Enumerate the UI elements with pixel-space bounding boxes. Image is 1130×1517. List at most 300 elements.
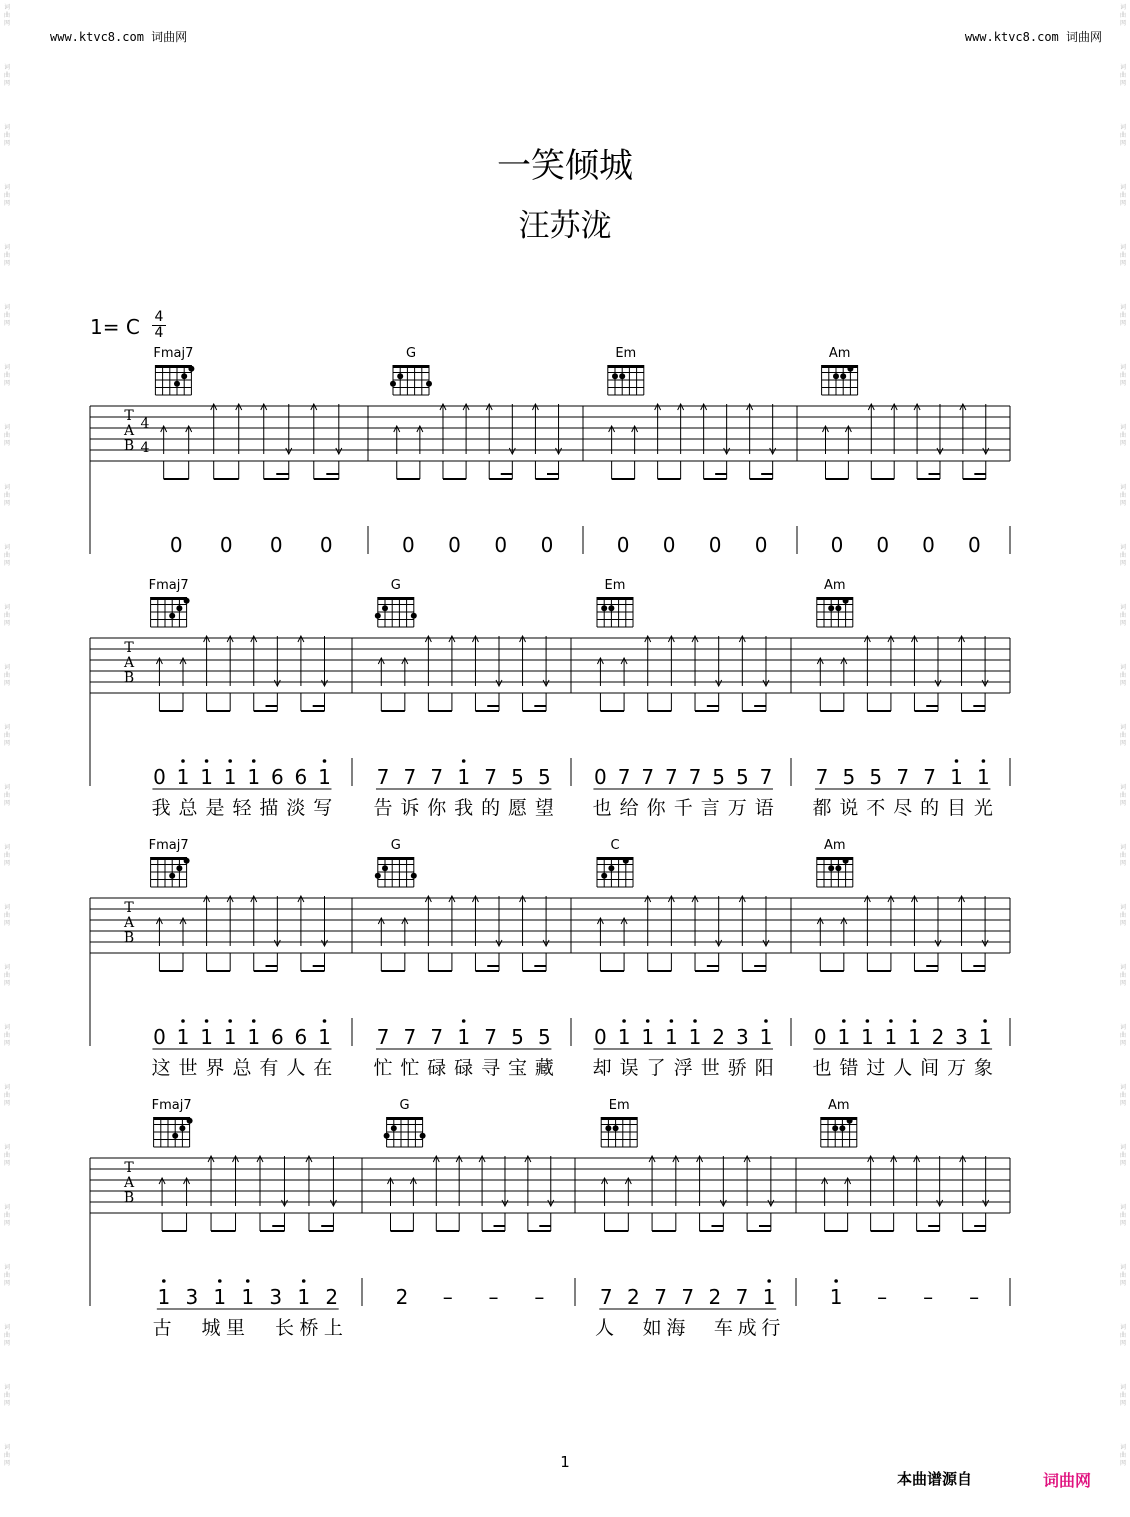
jianpu-note: 0 — [754, 533, 768, 557]
jianpu-note: – — [488, 1285, 499, 1309]
jianpu-note: 1 — [200, 765, 213, 789]
jianpu-note: 1 — [247, 1025, 261, 1049]
jianpu-note: 0 — [269, 533, 283, 557]
lyric-character: 如 — [642, 1317, 662, 1339]
side-watermark-text: 词 曲 网 — [1119, 1144, 1126, 1167]
jianpu-high-octave-dot — [955, 759, 959, 763]
jianpu-note: 7 — [665, 765, 678, 789]
lyric-character: 上 — [323, 1317, 343, 1339]
lyric-character: 骄 — [727, 1057, 747, 1079]
jianpu-note: 7 — [654, 1285, 667, 1309]
side-watermark-text: 词 曲 网 — [3, 1084, 10, 1107]
jianpu-note: 0 — [494, 533, 508, 557]
chord-finger-dot — [176, 605, 182, 611]
jianpu-high-octave-dot — [228, 759, 232, 763]
lyric-character: 你 — [646, 797, 666, 819]
lyric-character: 世 — [178, 1057, 198, 1079]
lyric-character: 万 — [727, 797, 747, 819]
chord-finger-dot — [605, 1125, 611, 1131]
lyric-character: 尽 — [893, 797, 913, 819]
tab-clef-letter: T — [124, 900, 134, 916]
jianpu-note: 2 — [325, 1285, 339, 1309]
jianpu-note: 0 — [401, 533, 415, 557]
jianpu-note: 1 — [213, 1285, 227, 1309]
tab-clef-letter: B — [123, 670, 135, 686]
lyric-character: 也 — [592, 797, 612, 819]
jianpu-note: 1 — [318, 1025, 331, 1049]
side-watermark-text: 词 曲 网 — [1119, 1444, 1126, 1467]
chord-finger-dot — [391, 1125, 397, 1131]
side-watermark-text: 词 曲 网 — [3, 904, 10, 927]
lyric-character: 里 — [226, 1317, 246, 1339]
jianpu-note: 1 — [200, 1025, 213, 1049]
side-watermark-text: 词 曲 网 — [3, 1324, 10, 1347]
jianpu-note: 0 — [540, 533, 554, 557]
jianpu-note: – — [923, 1285, 934, 1309]
side-watermark-text: 词 曲 网 — [1119, 1384, 1126, 1407]
song-title: 一笑倾城 — [497, 146, 633, 186]
jianpu-note: 7 — [403, 765, 417, 789]
jianpu-note: 0 — [169, 533, 183, 557]
chord-finger-dot — [623, 858, 629, 864]
chord-finger-dot — [828, 865, 834, 871]
side-watermark-text: 词 曲 网 — [1119, 784, 1126, 807]
side-watermark-text: 词 曲 网 — [1119, 724, 1126, 747]
lyric-character: 藏 — [534, 1057, 554, 1079]
jianpu-note: 0 — [662, 533, 676, 557]
jianpu-note: 2 — [708, 1285, 722, 1309]
chord-finger-dot — [835, 865, 841, 871]
jianpu-high-octave-dot — [228, 1019, 232, 1023]
chord-finger-dot — [843, 598, 849, 604]
side-watermark-text: 词 曲 网 — [1119, 184, 1126, 207]
lyric-character: 你 — [427, 797, 447, 819]
side-watermark-text: 词 曲 网 — [3, 64, 10, 87]
lyric-character: 海 — [666, 1317, 686, 1339]
chord-finger-dot — [832, 1125, 838, 1131]
jianpu-note: 2 — [931, 1025, 945, 1049]
chord-finger-dot — [179, 1125, 185, 1131]
jianpu-high-octave-dot — [622, 1019, 626, 1023]
jianpu-note: 0 — [813, 1025, 827, 1049]
jianpu-note: 1 — [241, 1285, 255, 1309]
jianpu-high-octave-dot — [866, 1019, 870, 1023]
chord-name: Em — [615, 346, 637, 361]
jianpu-note: 7 — [681, 1285, 695, 1309]
jianpu-note: 1 — [837, 1025, 851, 1049]
tab-clef-letter: B — [123, 438, 135, 454]
jianpu-note: 7 — [376, 1025, 390, 1049]
lyric-character: 车 — [713, 1317, 733, 1339]
jianpu-note: 7 — [759, 765, 773, 789]
chord-finger-dot — [184, 598, 190, 604]
page-number: 1 — [560, 1453, 570, 1471]
chord-name: Fmaj7 — [148, 578, 189, 593]
jianpu-high-octave-dot — [842, 1019, 846, 1023]
jianpu-note: – — [877, 1285, 888, 1309]
chord-finger-dot — [608, 865, 614, 871]
jianpu-high-octave-dot — [181, 759, 185, 763]
lyric-character: 错 — [839, 1057, 859, 1079]
lyric-character: 望 — [534, 797, 554, 819]
jianpu-note: 1 — [641, 1025, 655, 1049]
jianpu-note: 0 — [616, 533, 630, 557]
jianpu-note: 2 — [712, 1025, 726, 1049]
chord-finger-dot — [840, 373, 846, 379]
chord-finger-dot — [613, 1125, 619, 1131]
chord-finger-dot — [601, 873, 607, 879]
chord-finger-dot — [839, 1125, 845, 1131]
jianpu-note: 1 — [688, 1025, 702, 1049]
lyric-character: 过 — [866, 1057, 886, 1079]
lyric-character: 万 — [946, 1057, 967, 1079]
lyric-character: 却 — [592, 1057, 612, 1079]
side-watermark-text: 词 曲 网 — [3, 484, 10, 507]
jianpu-note: 3 — [185, 1285, 199, 1309]
jianpu-note: 7 — [430, 1025, 444, 1049]
jianpu-high-octave-dot — [323, 1019, 327, 1023]
lyric-character: 千 — [673, 797, 693, 819]
chord-nut — [155, 365, 191, 368]
jianpu-note: 0 — [153, 765, 166, 789]
jianpu-note: 1 — [176, 1025, 190, 1049]
side-watermark-text: 词 曲 网 — [3, 1204, 10, 1227]
lyric-character: 都 — [812, 797, 832, 819]
chord-finger-dot — [375, 613, 381, 619]
chord-finger-dot — [181, 373, 187, 379]
footer-brand: 词曲网 — [1043, 1471, 1092, 1490]
chord-name: Em — [608, 1098, 630, 1113]
jianpu-note: 3 — [955, 1025, 968, 1049]
side-watermark-text: 词 曲 网 — [1119, 1024, 1126, 1047]
jianpu-high-octave-dot — [670, 1019, 674, 1023]
lyric-character: 的 — [481, 797, 501, 819]
side-watermark-text: 词 曲 网 — [3, 244, 10, 267]
jianpu-note: 7 — [815, 765, 829, 789]
chord-finger-dot — [847, 366, 853, 372]
lyric-character: 城 — [201, 1317, 221, 1339]
chord-name: C — [610, 838, 620, 853]
jianpu-note: 0 — [967, 533, 981, 557]
chord-finger-dot — [411, 613, 417, 619]
lyric-character: 描 — [259, 797, 279, 819]
lyric-character: 愿 — [507, 797, 528, 819]
lyric-character: 人 — [893, 1057, 913, 1079]
side-watermark-text: 词 曲 网 — [1119, 124, 1126, 147]
jianpu-note: 7 — [641, 765, 655, 789]
jianpu-note: 0 — [594, 1025, 607, 1049]
lyric-character: 不 — [866, 797, 886, 819]
jianpu-note: 5 — [538, 1025, 551, 1049]
chord-finger-dot — [608, 605, 614, 611]
chord-finger-dot — [397, 373, 403, 379]
lyric-character: 长 — [274, 1317, 294, 1339]
lyric-character: 语 — [754, 797, 774, 819]
lyric-character: 是 — [205, 797, 225, 819]
jianpu-note: 0 — [594, 765, 607, 789]
side-watermark-text: 词 曲 网 — [3, 964, 10, 987]
jianpu-note: 1 — [829, 1285, 843, 1309]
lyric-character: 总 — [232, 1057, 252, 1079]
lyric-character: 了 — [646, 1057, 666, 1079]
jianpu-note: 7 — [896, 765, 910, 789]
tab-clef-letter: B — [123, 1190, 135, 1206]
chord-finger-dot — [375, 873, 381, 879]
chord-finger-dot — [619, 373, 625, 379]
jianpu-high-octave-dot — [764, 1019, 768, 1023]
lyric-character: 人 — [595, 1317, 615, 1339]
chord-finger-dot — [176, 865, 182, 871]
side-watermark-text: 词 曲 网 — [1119, 964, 1126, 987]
tab-clef-letter: T — [124, 640, 134, 656]
jianpu-note: 1 — [223, 765, 237, 789]
side-watermark-text: 词 曲 网 — [3, 184, 10, 207]
side-watermark-text: 词 曲 网 — [3, 1264, 10, 1287]
jianpu-note: 7 — [735, 1285, 749, 1309]
chord-nut — [601, 1117, 637, 1120]
side-watermark-text: 词 曲 网 — [1119, 1204, 1126, 1227]
jianpu-note: 5 — [842, 765, 856, 789]
side-watermark-text: 词 曲 网 — [1119, 544, 1126, 567]
lyric-character: 言 — [700, 797, 720, 819]
jianpu-note: 6 — [294, 1025, 308, 1049]
jianpu-high-octave-dot — [913, 1019, 917, 1023]
jianpu-note: 0 — [219, 533, 233, 557]
jianpu-note: 6 — [270, 1025, 284, 1049]
jianpu-note: 0 — [448, 533, 461, 557]
chord-finger-dot — [420, 1133, 426, 1139]
side-watermark-text: 词 曲 网 — [1119, 484, 1126, 507]
lyric-character: 象 — [973, 1057, 993, 1079]
side-watermark-text: 词 曲 网 — [1119, 1084, 1126, 1107]
jianpu-note: 1 — [617, 1025, 631, 1049]
chord-name: Am — [824, 838, 846, 853]
chord-finger-dot — [382, 605, 388, 611]
jianpu-high-octave-dot — [252, 759, 256, 763]
jianpu-high-octave-dot — [162, 1279, 166, 1283]
jianpu-note: 0 — [876, 533, 890, 557]
lyric-character: 目 — [946, 797, 967, 819]
jianpu-note: 7 — [923, 765, 936, 789]
chord-finger-dot — [828, 605, 834, 611]
key-signature: 1= C — [90, 315, 140, 339]
side-watermark-text: 词 曲 网 — [3, 364, 10, 387]
jianpu-note: 1 — [978, 1025, 992, 1049]
chord-finger-dot — [601, 605, 607, 611]
lyric-character: 在 — [313, 1057, 333, 1079]
chord-finger-dot — [382, 865, 388, 871]
tab-clef-letter: B — [123, 930, 135, 946]
jianpu-note: 7 — [484, 1025, 497, 1049]
chord-nut — [154, 1117, 190, 1120]
side-watermark-text: 词 曲 网 — [1119, 4, 1126, 27]
chord-finger-dot — [390, 381, 396, 387]
jianpu-note: 1 — [884, 1025, 898, 1049]
chord-finger-dot — [843, 858, 849, 864]
jianpu-high-octave-dot — [889, 1019, 893, 1023]
side-watermark-text: 词 曲 网 — [3, 124, 10, 147]
lyric-character: 的 — [920, 797, 940, 819]
jianpu-note: 1 — [665, 1025, 678, 1049]
lyric-character: 人 — [286, 1057, 306, 1079]
side-watermark-text: 词 曲 网 — [3, 844, 10, 867]
chord-nut — [608, 365, 644, 368]
jianpu-high-octave-dot — [205, 759, 209, 763]
jianpu-note: 7 — [484, 765, 497, 789]
jianpu-high-octave-dot — [246, 1279, 250, 1283]
song-artist: 汪苏泷 — [518, 208, 612, 244]
chord-finger-dot — [411, 873, 417, 879]
side-watermark-text: 词 曲 网 — [3, 304, 10, 327]
chord-name: Em — [604, 578, 626, 593]
side-watermark-text: 词 曲 网 — [1119, 1264, 1126, 1287]
lyric-character: 成 — [737, 1317, 757, 1339]
jianpu-note: 1 — [247, 765, 261, 789]
lyric-character: 忙 — [400, 1057, 420, 1079]
side-watermark-text: 词 曲 网 — [1119, 304, 1126, 327]
jianpu-note: 6 — [270, 765, 284, 789]
jianpu-note: 0 — [922, 533, 935, 557]
lyric-character: 诉 — [400, 797, 420, 819]
chord-name: Am — [824, 578, 846, 593]
lyric-character: 碌 — [427, 1057, 447, 1079]
jianpu-note: 5 — [869, 765, 883, 789]
time-signature-bottom: 4 — [154, 325, 164, 341]
lyric-character: 阳 — [754, 1057, 774, 1079]
tab-clef-letter: A — [123, 915, 135, 931]
lyric-character: 轻 — [232, 797, 252, 819]
jianpu-high-octave-dot — [302, 1279, 306, 1283]
jianpu-high-octave-dot — [982, 759, 986, 763]
chord-nut — [151, 857, 187, 860]
side-watermark-text: 词 曲 网 — [1119, 604, 1126, 627]
chord-finger-dot — [169, 873, 175, 879]
chord-name: Am — [828, 1098, 850, 1113]
jianpu-note: 0 — [708, 533, 722, 557]
lyric-character: 界 — [205, 1057, 225, 1079]
side-watermark-text: 词 曲 网 — [3, 424, 10, 447]
jianpu-note: 3 — [269, 1285, 283, 1309]
chord-finger-dot — [833, 373, 839, 379]
lyric-character: 写 — [313, 797, 333, 819]
side-watermark-text: 词 曲 网 — [1119, 844, 1126, 867]
lyric-character: 给 — [619, 797, 639, 819]
jianpu-note: 1 — [861, 1025, 874, 1049]
jianpu-note: 1 — [977, 765, 990, 789]
tab-clef-letter: A — [123, 655, 135, 671]
lyric-character: 我 — [151, 797, 171, 819]
lyric-character: 淡 — [286, 797, 306, 819]
lyric-character: 也 — [812, 1057, 832, 1079]
jianpu-note: 5 — [735, 765, 749, 789]
chord-nut — [151, 597, 187, 600]
lyric-character: 误 — [619, 1057, 639, 1079]
lyric-character: 浮 — [673, 1057, 693, 1079]
jianpu-high-octave-dot — [462, 1019, 466, 1023]
jianpu-note: 7 — [688, 765, 702, 789]
chord-name: G — [405, 346, 417, 361]
chord-nut — [378, 857, 414, 860]
lyric-character: 说 — [839, 797, 859, 819]
jianpu-note: 7 — [403, 1025, 417, 1049]
lyric-character: 告 — [373, 797, 393, 819]
lyric-character: 世 — [700, 1057, 720, 1079]
jianpu-note: 1 — [457, 765, 471, 789]
chord-finger-dot — [169, 613, 175, 619]
jianpu-high-octave-dot — [693, 1019, 697, 1023]
lyric-character: 古 — [152, 1317, 172, 1339]
side-watermark-text: 词 曲 网 — [3, 544, 10, 567]
side-watermark-text: 词 曲 网 — [3, 1144, 10, 1167]
side-watermark-text: 词 曲 网 — [3, 784, 10, 807]
chord-name: G — [399, 1098, 410, 1113]
jianpu-note: 0 — [830, 533, 844, 557]
side-watermark-text: 词 曲 网 — [1119, 64, 1126, 87]
jianpu-note: 5 — [511, 1025, 524, 1049]
jianpu-note: – — [969, 1285, 980, 1309]
tab-time-signature-bottom: 4 — [140, 440, 150, 456]
jianpu-high-octave-dot — [252, 1019, 256, 1023]
side-watermark-text: 词 曲 网 — [1119, 664, 1126, 687]
chord-finger-dot — [384, 1133, 390, 1139]
chord-name: Am — [828, 346, 851, 361]
chord-finger-dot — [184, 858, 190, 864]
lyric-character: 桥 — [299, 1317, 319, 1339]
lyric-character: 忙 — [373, 1057, 393, 1079]
lyric-character: 宝 — [507, 1057, 528, 1079]
side-watermark-text: 词 曲 网 — [3, 1024, 10, 1047]
chord-finger-dot — [187, 1118, 193, 1124]
lyric-character: 碌 — [454, 1057, 474, 1079]
chord-nut — [378, 597, 414, 600]
jianpu-note: 7 — [430, 765, 444, 789]
chord-finger-dot — [847, 1118, 853, 1124]
side-watermark-text: 词 曲 网 — [3, 724, 10, 747]
side-watermark-text: 词 曲 网 — [1119, 244, 1126, 267]
header-right-watermark: www.ktvc8.com 词曲网 — [964, 30, 1102, 44]
jianpu-high-octave-dot — [205, 1019, 209, 1023]
side-watermark-text: 词 曲 网 — [3, 664, 10, 687]
chord-nut — [597, 597, 633, 600]
jianpu-note: 5 — [511, 765, 524, 789]
lyric-character: 我 — [454, 797, 474, 819]
jianpu-note: 1 — [223, 1025, 237, 1049]
chord-name: G — [390, 578, 401, 593]
lyric-character: 这 — [151, 1057, 171, 1079]
jianpu-high-octave-dot — [767, 1279, 771, 1283]
jianpu-note: 6 — [294, 765, 308, 789]
tab-clef-letter: A — [123, 1175, 135, 1191]
tab-clef-letter: T — [124, 1160, 134, 1176]
jianpu-note: 7 — [617, 765, 631, 789]
chord-name: G — [390, 838, 401, 853]
jianpu-note: 5 — [712, 765, 726, 789]
lyric-character: 间 — [920, 1057, 940, 1079]
chord-name: Fmaj7 — [148, 838, 189, 853]
chord-finger-dot — [174, 381, 180, 387]
jianpu-note: 1 — [759, 1025, 773, 1049]
jianpu-note: 1 — [762, 1285, 776, 1309]
jianpu-note: 1 — [950, 765, 963, 789]
jianpu-note: 1 — [297, 1285, 311, 1309]
side-watermark-text: 词 曲 网 — [3, 1444, 10, 1467]
lyric-character: 寻 — [481, 1057, 501, 1079]
jianpu-high-octave-dot — [218, 1279, 222, 1283]
jianpu-high-octave-dot — [646, 1019, 650, 1023]
jianpu-note: 1 — [157, 1285, 171, 1309]
chord-finger-dot — [188, 366, 194, 372]
chord-finger-dot — [835, 605, 841, 611]
